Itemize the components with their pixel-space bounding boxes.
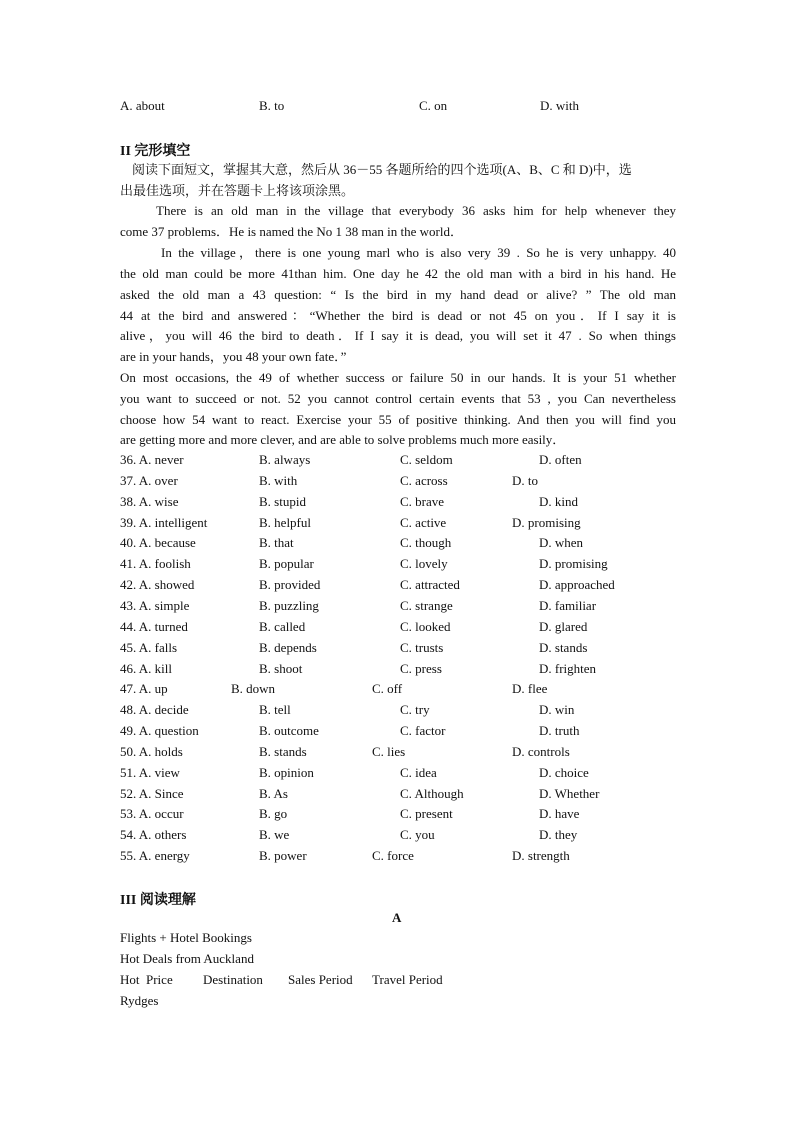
- question-option-a: 48. A. decide: [120, 702, 189, 717]
- passage-line: choose how 54 want to react. Exercise your 55 of positive thinking. And then you will find you: [120, 412, 676, 427]
- question-option-c: C. force: [372, 848, 414, 863]
- instruction-line: 出最佳选项，并在答题卡上将该项涂黑。: [120, 183, 355, 198]
- question-option-c: C. seldom: [400, 452, 453, 467]
- question-option-a: 38. A. wise: [120, 494, 179, 509]
- question-option-b: B. shoot: [259, 661, 303, 676]
- question-option-a: 40. A. because: [120, 535, 196, 550]
- question-option-b: B. provided: [259, 577, 321, 592]
- question-option-d: D. win: [539, 702, 575, 717]
- question-option-b: B. As: [259, 786, 288, 801]
- passage-line: alive，you will 46 the bird to death．If I say it is dead, you will set it 47 . So when things: [120, 328, 676, 343]
- question-option-a: 54. A. others: [120, 827, 187, 842]
- passage-line: are in your hands，you 48 your own fate．”: [120, 349, 347, 364]
- question-option-b: B. power: [259, 848, 307, 863]
- question-option-c: C. across: [400, 473, 448, 488]
- question-option-b: B. tell: [259, 702, 291, 717]
- ad-line: Hot Deals from Auckland: [120, 951, 254, 966]
- top-option-a: A. about: [120, 98, 165, 113]
- question-option-c: C. lovely: [400, 556, 448, 571]
- section-heading-cloze: II 完形填空: [120, 144, 191, 159]
- question-option-d: D. flee: [512, 681, 548, 696]
- question-option-d: D. familiar: [539, 598, 597, 613]
- question-option-c: C. trusts: [400, 640, 444, 655]
- question-option-c: C. brave: [400, 494, 445, 509]
- question-option-c: C. lies: [372, 744, 406, 759]
- question-option-b: B. stupid: [259, 494, 306, 509]
- passage-line: are getting more and more clever, and are able to solve problems much more easily．: [120, 432, 566, 447]
- question-option-a: 49. A. question: [120, 723, 199, 738]
- question-option-a: 37. A. over: [120, 473, 178, 488]
- question-option-c: C. strange: [400, 598, 453, 613]
- ad-line: Flights + Hotel Bookings: [120, 930, 252, 945]
- question-option-b: B. stands: [259, 744, 307, 759]
- question-option-d: D. truth: [539, 723, 580, 738]
- question-option-c: C. press: [400, 661, 442, 676]
- question-option-a: 47. A. up: [120, 681, 168, 696]
- ad-line: Rydges: [120, 993, 159, 1008]
- table-header-travel-period: Travel Period: [372, 972, 443, 987]
- question-option-b: B. called: [259, 619, 306, 634]
- passage-line: On most occasions, the 49 of whether success or failure 50 in our hands. It is your 51 whether: [120, 370, 676, 385]
- question-option-b: B. helpful: [259, 515, 311, 530]
- question-option-b: B. that: [259, 535, 294, 550]
- question-option-d: D. to: [512, 473, 538, 488]
- question-option-c: C. off: [372, 681, 403, 696]
- question-option-b: B. popular: [259, 556, 314, 571]
- question-option-a: 41. A. foolish: [120, 556, 191, 571]
- question-option-a: 36. A. never: [120, 452, 184, 467]
- passage-line: asked the old man a 43 question: “ Is the bird in my hand dead or alive? ” The old man: [120, 287, 676, 302]
- table-header-destination: Destination: [203, 972, 263, 987]
- question-option-c: C. present: [400, 806, 453, 821]
- passage-line: you want to succeed or not. 52 you cannot control certain events that 53 , you Can nevertheless: [120, 391, 676, 406]
- question-option-b: B. we: [259, 827, 290, 842]
- question-option-c: C. attracted: [400, 577, 460, 592]
- question-option-b: B. depends: [259, 640, 317, 655]
- passage-line: the old man could be more 41than him. One day he 42 the old man with a bird in his hand. He: [120, 266, 676, 281]
- question-option-c: C. factor: [400, 723, 446, 738]
- question-option-d: D. often: [539, 452, 582, 467]
- question-option-d: D. glared: [539, 619, 588, 634]
- question-option-a: 45. A. falls: [120, 640, 178, 655]
- question-option-d: D. promising: [539, 556, 608, 571]
- question-option-d: D. choice: [539, 765, 589, 780]
- question-option-c: C. looked: [400, 619, 451, 634]
- question-option-d: D. have: [539, 806, 580, 821]
- question-option-d: D. kind: [539, 494, 578, 509]
- question-option-a: 44. A. turned: [120, 619, 188, 634]
- passage-line: 44 at the bird and answered：“Whether the bird is dead or not 45 on you．If I say it is: [120, 308, 676, 323]
- question-option-a: 53. A. occur: [120, 806, 184, 821]
- question-option-d: D. promising: [512, 515, 581, 530]
- question-option-d: D. frighten: [539, 661, 597, 676]
- question-option-d: D. they: [539, 827, 578, 842]
- question-option-a: 52. A. Since: [120, 786, 184, 801]
- passage-line: There is an old man in the village that everybody 36 asks him for help whenever they: [156, 203, 676, 218]
- table-header-price: Hot Price: [120, 972, 173, 987]
- question-option-c: C. idea: [400, 765, 437, 780]
- question-option-b: B. go: [259, 806, 288, 821]
- question-option-d: D. when: [539, 535, 584, 550]
- question-option-b: B. opinion: [259, 765, 314, 780]
- instruction-line: 阅读下面短文，掌握其大意，然后从 36－55 各题所给的四个选项(A、B、C 和 D)中，选: [132, 162, 632, 177]
- section-heading-reading: III 阅读理解: [120, 893, 196, 908]
- question-option-c: C. try: [400, 702, 430, 717]
- question-option-c: C. Although: [400, 786, 464, 801]
- question-option-a: 51. A. view: [120, 765, 180, 780]
- question-option-d: D. strength: [512, 848, 570, 863]
- question-option-d: D. stands: [539, 640, 588, 655]
- question-option-b: B. puzzling: [259, 598, 319, 613]
- top-option-b: B. to: [259, 98, 285, 113]
- top-option-d: D. with: [540, 98, 579, 113]
- table-header-sales-period: Sales Period: [288, 972, 353, 987]
- question-option-a: 42. A. showed: [120, 577, 195, 592]
- question-option-a: 46. A. kill: [120, 661, 173, 676]
- part-label: A: [392, 910, 402, 925]
- question-option-c: C. active: [400, 515, 447, 530]
- question-option-a: 50. A. holds: [120, 744, 183, 759]
- question-option-d: D. approached: [539, 577, 615, 592]
- question-option-c: C. you: [400, 827, 435, 842]
- question-option-b: B. down: [231, 681, 276, 696]
- question-option-a: 43. A. simple: [120, 598, 190, 613]
- question-option-d: D. Whether: [539, 786, 600, 801]
- question-option-b: B. outcome: [259, 723, 319, 738]
- question-option-a: 55. A. energy: [120, 848, 190, 863]
- question-option-c: C. though: [400, 535, 452, 550]
- question-option-b: B. with: [259, 473, 298, 488]
- question-option-b: B. always: [259, 452, 311, 467]
- top-option-c: C. on: [419, 98, 448, 113]
- passage-line: In the village，there is one young marl who is also very 39 . So he is very unhappy. 40: [161, 245, 676, 260]
- question-option-d: D. controls: [512, 744, 570, 759]
- passage-line: come 37 problems．He is named the No 1 38 man in the world．: [120, 224, 463, 239]
- question-option-a: 39. A. intelligent: [120, 515, 208, 530]
